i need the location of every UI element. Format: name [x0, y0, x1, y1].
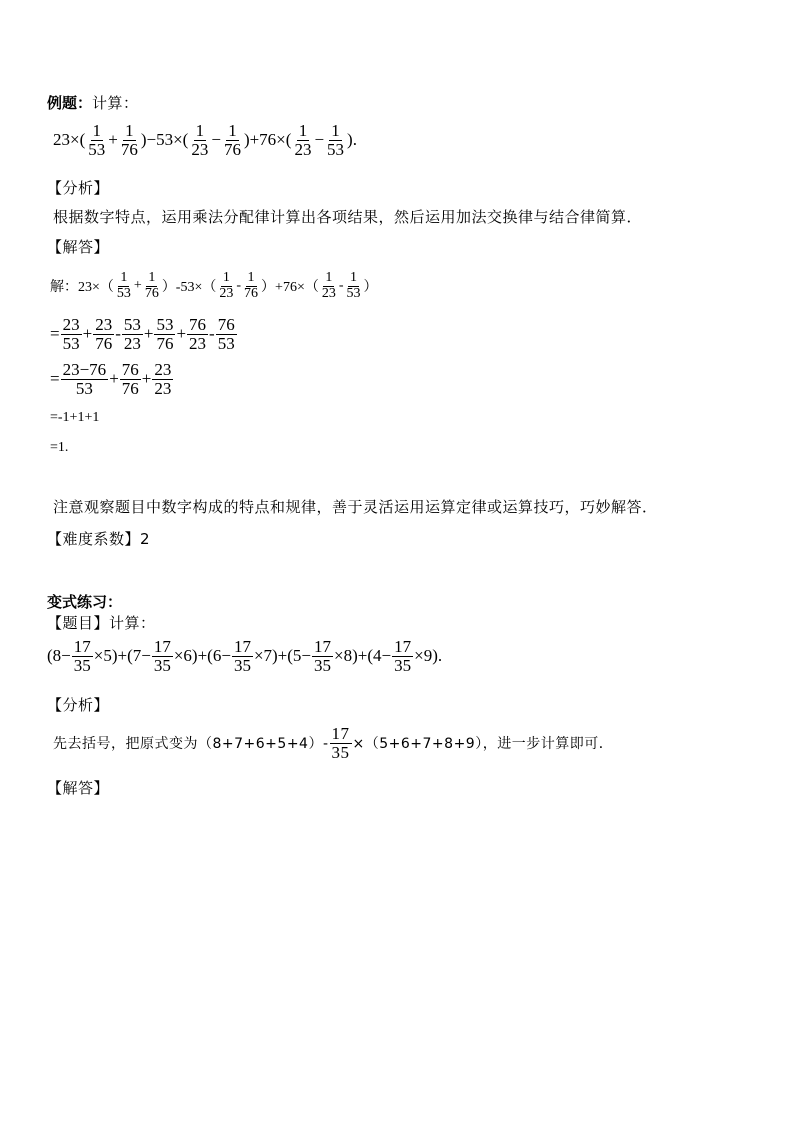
fraction-numerator: 23 [95, 315, 113, 334]
fraction [232, 638, 253, 675]
practice-heading: 变式练习： [47, 593, 123, 611]
math-text: ×5)+(7− [93, 646, 151, 666]
fraction-numerator: 1 [331, 121, 340, 140]
fraction-numerator: 17 [314, 637, 332, 656]
math-text: − [211, 130, 221, 150]
fraction-numerator: 1 [298, 121, 308, 140]
math-text: 解：23×（ [50, 280, 114, 296]
practice-analysis-label: 【分析】 [47, 696, 110, 714]
fraction [325, 122, 346, 159]
fraction-numerator: 1 [125, 121, 134, 140]
fraction [143, 271, 161, 301]
fraction [72, 638, 93, 675]
math-text: ×9). [414, 646, 443, 666]
example-heading-label: 例题： [47, 94, 93, 112]
fraction-denominator: 35 [233, 655, 251, 675]
fraction-denominator: 53 [217, 333, 235, 353]
fraction-denominator: 76 [244, 285, 259, 301]
fraction [61, 316, 82, 353]
fraction [93, 316, 114, 353]
math-text: )+76×( [243, 130, 292, 150]
fraction [345, 271, 363, 301]
fraction-denominator: 76 [156, 333, 174, 353]
math-text: ×6)+(6− [173, 646, 231, 666]
fraction-denominator: 23 [123, 333, 141, 353]
fraction-denominator: 76 [144, 285, 159, 301]
math-text: + [176, 324, 187, 344]
fraction [115, 271, 133, 301]
fraction [189, 122, 210, 159]
fraction-denominator: 53 [346, 285, 361, 301]
fraction-denominator: 23 [191, 139, 209, 159]
fraction-numerator: 17 [233, 637, 251, 656]
fraction [292, 122, 313, 159]
fraction-denominator: 35 [394, 655, 412, 675]
fraction-numerator: 17 [394, 637, 412, 656]
math-text: = [50, 369, 60, 389]
fraction [312, 638, 333, 675]
practice-analysis-post: ×（5+6+7+8+9），进一步计算即可． [352, 736, 614, 753]
practice-question-label: 【题目】 [47, 614, 110, 632]
practice-analysis-text [53, 725, 613, 762]
solution-line-2 [50, 316, 238, 353]
difficulty-value: 2 [140, 530, 151, 548]
practice-question [47, 612, 156, 633]
fraction [152, 361, 173, 398]
fraction-denominator: 53 [327, 139, 345, 159]
fraction-numerator: 76 [217, 315, 235, 334]
math-text: = [50, 324, 60, 344]
fraction-numerator: 1 [350, 270, 358, 285]
fraction [86, 122, 107, 159]
fraction-numerator: 23 [62, 315, 80, 334]
fraction [120, 361, 141, 398]
fraction-denominator: 76 [121, 378, 139, 398]
fraction [152, 638, 173, 675]
difficulty-label: 【难度系数】 [47, 530, 141, 548]
practice-expression [47, 638, 442, 675]
math-text: + [82, 324, 93, 344]
fraction-numerator: 1 [120, 270, 128, 285]
math-text: ×8)+(4− [334, 646, 392, 666]
fraction-denominator: 23 [294, 139, 312, 159]
math-text: - [236, 278, 242, 294]
fraction [216, 316, 237, 353]
fraction-numerator: 17 [153, 637, 171, 656]
math-text: ）+76×（ [261, 280, 319, 296]
practice-analysis-fraction [329, 725, 353, 762]
fraction-numerator: 23−76 [62, 360, 107, 379]
math-text: - [115, 324, 121, 344]
fraction [242, 271, 260, 301]
example-answer-label: 【解答】 [47, 238, 110, 256]
fraction-denominator: 76 [120, 139, 138, 159]
math-text: − [314, 130, 325, 150]
fraction-denominator: 53 [75, 378, 93, 398]
math-text: - [338, 278, 344, 294]
fraction-numerator: 17 [331, 724, 350, 743]
fraction [122, 316, 143, 353]
fraction-numerator: 76 [121, 360, 139, 379]
fraction-numerator: 53 [156, 315, 174, 334]
fraction-numerator: 1 [222, 270, 230, 285]
fraction [119, 122, 140, 159]
practice-answer-label: 【解答】 [47, 779, 110, 797]
fraction-numerator: 1 [325, 270, 333, 285]
fraction-denominator: 35 [153, 655, 171, 675]
fraction [330, 725, 352, 762]
fraction [154, 316, 175, 353]
fraction-numerator: 76 [189, 315, 207, 334]
fraction [392, 638, 413, 675]
example-note: 注意观察题目中数字构成的特点和规律，善于灵活运用运算定律或运算技巧，巧妙解答． [53, 498, 658, 516]
fraction-denominator: 23 [219, 285, 234, 301]
math-text: ×7)+(5− [253, 646, 312, 666]
fraction [217, 271, 235, 301]
fraction [222, 122, 243, 159]
fraction-denominator: 23 [154, 378, 172, 398]
fraction-denominator: 23 [189, 333, 207, 353]
fraction-denominator: 23 [321, 285, 336, 301]
math-text: + [143, 324, 154, 344]
fraction-numerator: 1 [92, 121, 101, 140]
solution-line-5: =1. [50, 440, 69, 455]
fraction-denominator: 76 [223, 139, 241, 159]
solution-line-1 [50, 271, 378, 301]
fraction-denominator: 53 [116, 285, 131, 301]
practice-analysis-pre: 先去括号，把原式变为（8+7+6+5+4）- [53, 736, 329, 753]
math-text: ）-53×（ [161, 280, 217, 296]
math-text: + [108, 130, 118, 150]
fraction-denominator: 53 [88, 139, 106, 159]
fraction-denominator: 76 [95, 333, 113, 353]
fraction-numerator: 53 [123, 315, 141, 334]
math-text: + [109, 369, 119, 389]
example-heading-tail: 计算： [92, 94, 139, 112]
math-text: )−53×( [140, 130, 189, 150]
fraction [61, 361, 109, 398]
math-text: + [141, 369, 152, 389]
fraction-denominator: 35 [331, 742, 350, 762]
math-text: ). [347, 130, 357, 150]
example-heading [47, 92, 139, 113]
math-text: - [209, 324, 215, 344]
math-text: 23×( [53, 130, 86, 150]
fraction [320, 271, 338, 301]
example-expression [53, 122, 357, 159]
fraction-numerator: 1 [247, 270, 255, 285]
fraction-denominator: 53 [62, 333, 80, 353]
fraction-numerator: 17 [73, 637, 91, 656]
fraction-numerator: 1 [148, 270, 156, 285]
math-text: (8− [47, 646, 71, 666]
fraction-numerator: 23 [154, 360, 172, 379]
example-analysis-text: 根据数字特点，运用乘法分配律计算出各项结果，然后运用加法交换律与结合律简算． [53, 208, 643, 226]
fraction-denominator: 35 [314, 655, 332, 675]
difficulty [47, 528, 150, 549]
practice-question-text: 计算： [109, 614, 156, 632]
fraction-numerator: 1 [228, 121, 237, 140]
solution-line-4: =-1+1+1 [50, 410, 100, 425]
fraction [187, 316, 208, 353]
solution-line-3 [50, 361, 174, 398]
math-text: ） [363, 280, 378, 296]
example-analysis-label: 【分析】 [47, 179, 110, 197]
fraction-numerator: 1 [195, 121, 205, 140]
fraction-denominator: 35 [73, 655, 91, 675]
math-text: + [133, 278, 142, 294]
